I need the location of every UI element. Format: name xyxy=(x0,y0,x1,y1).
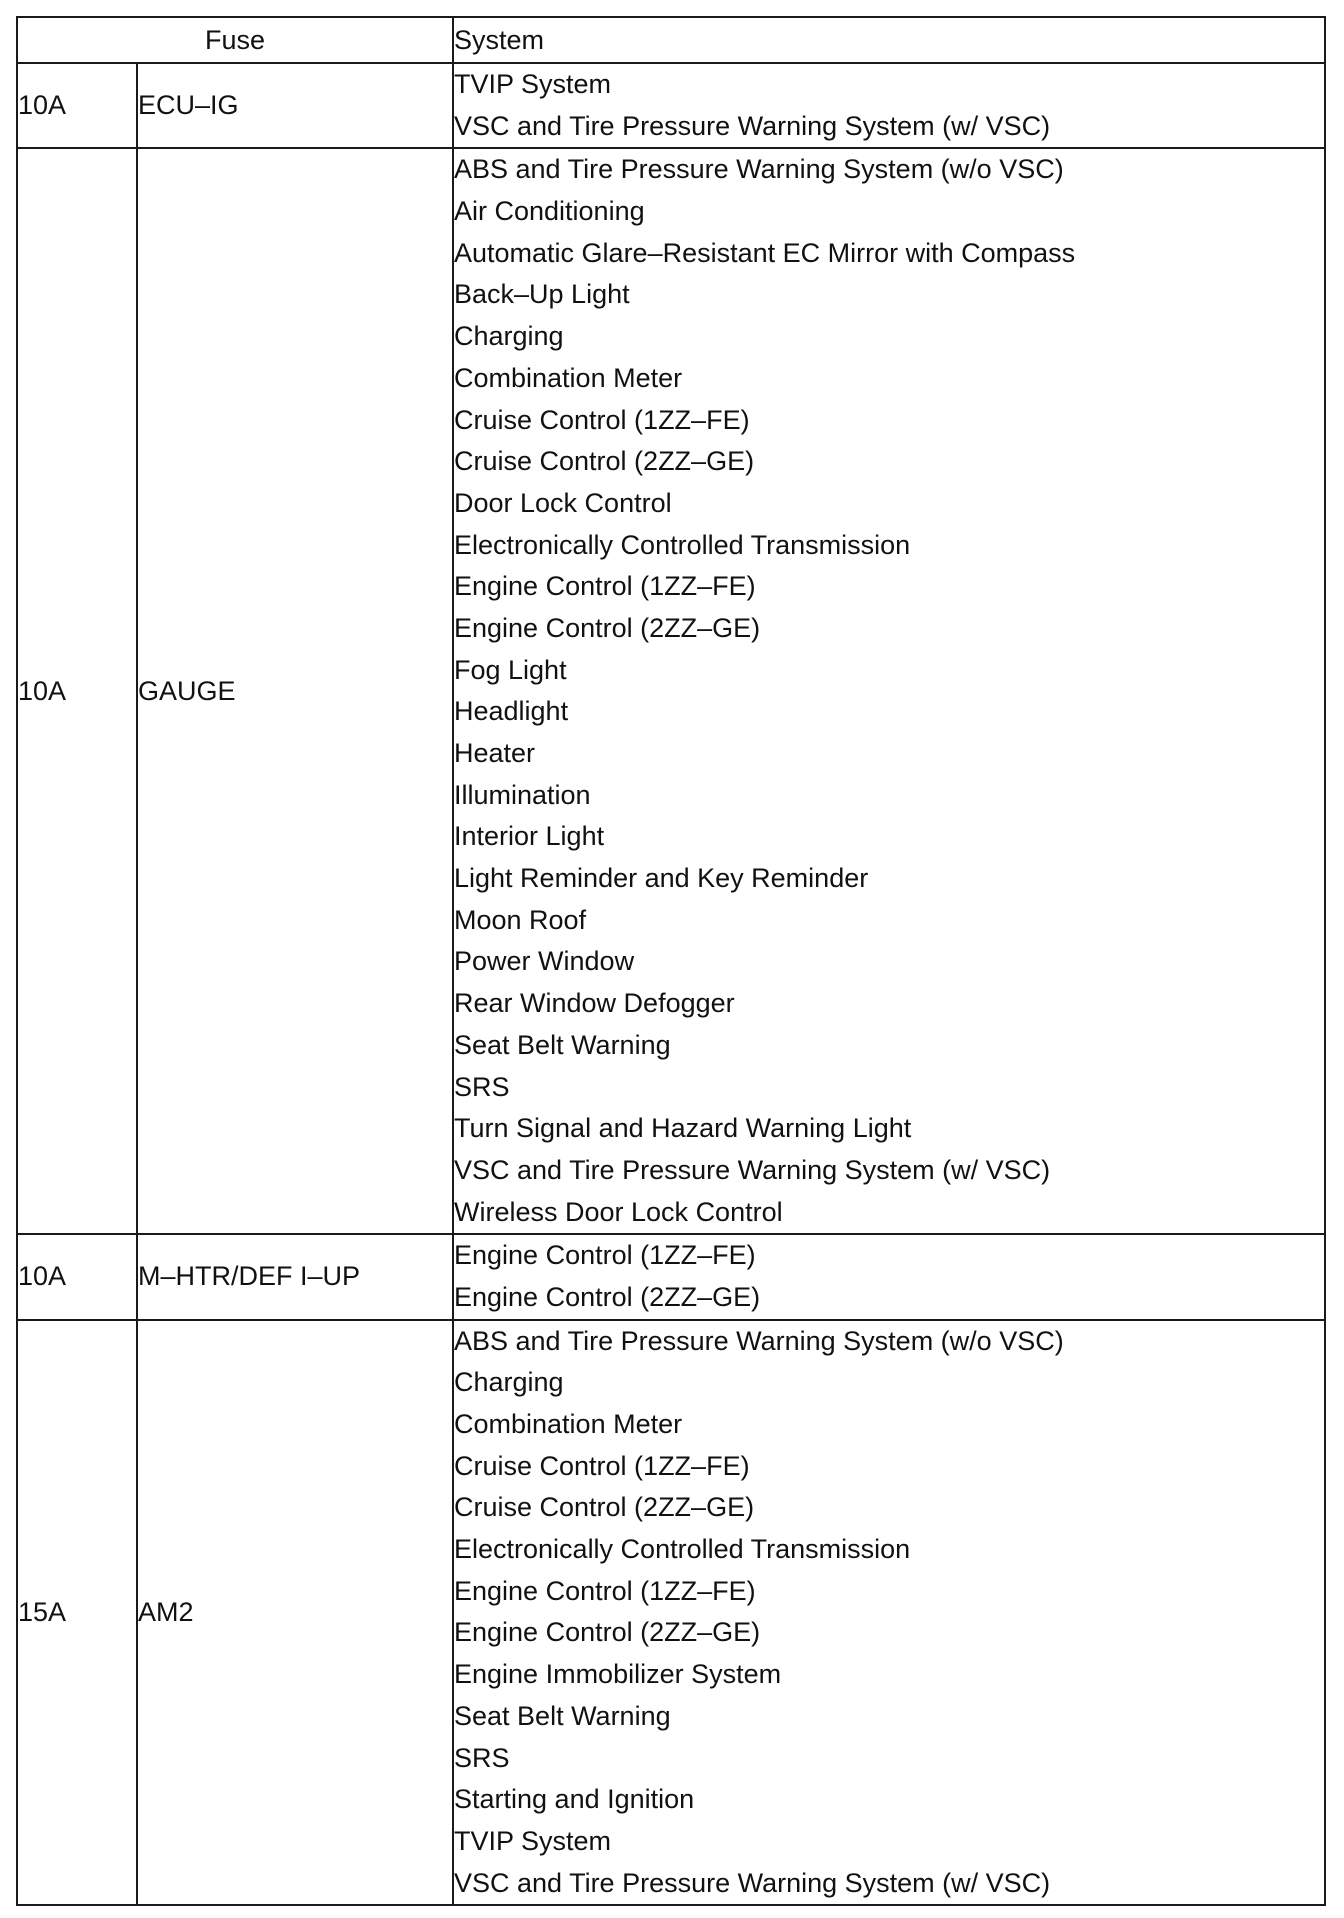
system-item: Back–Up Light xyxy=(454,279,630,310)
system-list xyxy=(454,1235,1324,1318)
fuse-amperage: 10A xyxy=(17,1234,137,1319)
fuse-amperage: 15A xyxy=(17,1320,137,1906)
fuse-name: M–HTR/DEF I–UP xyxy=(137,1234,453,1319)
system-item: Combination Meter xyxy=(454,1409,683,1439)
system-item: Cruise Control (2ZZ–GE) xyxy=(454,446,755,477)
system-list xyxy=(454,1321,1324,1905)
system-item: Starting and Ignition xyxy=(454,1784,695,1815)
system-item: Headlight xyxy=(454,696,569,727)
system-item: Door Lock Control xyxy=(454,487,672,518)
system-item: Combination Meter xyxy=(454,362,683,393)
system-item: Automatic Glare–Resistant EC Mirror with Compass xyxy=(454,237,1076,268)
system-list-cell xyxy=(453,1234,1325,1319)
system-item: Illumination xyxy=(454,779,591,810)
system-item: Seat Belt Warning xyxy=(454,1700,671,1731)
table-body xyxy=(17,63,1325,1905)
fuse-row xyxy=(17,148,1325,1234)
fuse-system-table xyxy=(16,16,1326,1906)
system-item: ABS and Tire Pressure Warning System (w/o VSC) xyxy=(454,154,1064,185)
system-item: VSC and Tire Pressure Warning System (w/ VSC) xyxy=(454,1867,1051,1898)
system-item: ABS and Tire Pressure Warning System (w/o VSC) xyxy=(454,1325,1064,1356)
system-item: VSC and Tire Pressure Warning System (w/ VSC) xyxy=(454,1154,1051,1185)
system-item: Engine Immobilizer System xyxy=(454,1659,782,1690)
system-item: SRS xyxy=(454,1071,510,1102)
system-item: Cruise Control (1ZZ–FE) xyxy=(454,1450,750,1481)
system-item: Interior Light xyxy=(454,821,605,852)
fuse-name: AM2 xyxy=(137,1320,453,1906)
system-item: SRS xyxy=(454,1742,510,1773)
table-header xyxy=(17,17,1325,63)
system-item: Engine Control (2ZZ–GE) xyxy=(454,1617,761,1648)
system-item: Electronically Controlled Transmission xyxy=(454,529,911,560)
system-item: Engine Control (1ZZ–FE) xyxy=(454,571,756,602)
fuse-amperage: 10A xyxy=(17,148,137,1234)
system-item: Turn Signal and Hazard Warning Light xyxy=(454,1113,912,1144)
fuse-name: GAUGE xyxy=(137,148,453,1234)
fuse-amperage: 10A xyxy=(17,63,137,148)
system-item: Wireless Door Lock Control xyxy=(454,1196,783,1227)
system-list xyxy=(454,64,1324,147)
system-item: Rear Window Defogger xyxy=(454,988,735,1019)
system-item: Moon Roof xyxy=(454,904,587,935)
system-item: TVIP System xyxy=(454,1825,612,1856)
system-item: Fog Light xyxy=(454,654,567,685)
fuse-row xyxy=(17,1234,1325,1319)
system-list xyxy=(454,149,1324,1233)
system-list-cell xyxy=(453,148,1325,1234)
system-item: Power Window xyxy=(454,946,635,977)
fuse-name: ECU–IG xyxy=(137,63,453,148)
system-item: Engine Control (1ZZ–FE) xyxy=(454,1575,756,1606)
system-item: Engine Control (2ZZ–GE) xyxy=(454,612,761,643)
fuse-row xyxy=(17,63,1325,148)
system-list-cell xyxy=(453,1320,1325,1906)
system-item: Light Reminder and Key Reminder xyxy=(454,863,869,894)
system-item: Engine Control (2ZZ–GE) xyxy=(454,1281,761,1312)
system-item: VSC and Tire Pressure Warning System (w/ VSC) xyxy=(454,110,1051,141)
system-list-cell xyxy=(453,63,1325,148)
system-item: Seat Belt Warning xyxy=(454,1029,671,1060)
system-item: Heater xyxy=(454,738,536,768)
system-column-header: System xyxy=(453,17,1325,63)
system-item: Engine Control (1ZZ–FE) xyxy=(454,1240,756,1271)
system-item: Charging xyxy=(454,321,564,352)
system-item: Charging xyxy=(454,1367,564,1398)
fuse-row xyxy=(17,1320,1325,1906)
system-item: Electronically Controlled Transmission xyxy=(454,1534,911,1565)
header-row xyxy=(17,17,1325,63)
fuse-column-header: Fuse xyxy=(17,17,453,63)
system-item: Air Conditioning xyxy=(454,196,645,227)
system-item: Cruise Control (2ZZ–GE) xyxy=(454,1492,755,1523)
system-item: TVIP System xyxy=(454,69,612,99)
system-item: Cruise Control (1ZZ–FE) xyxy=(454,404,750,435)
